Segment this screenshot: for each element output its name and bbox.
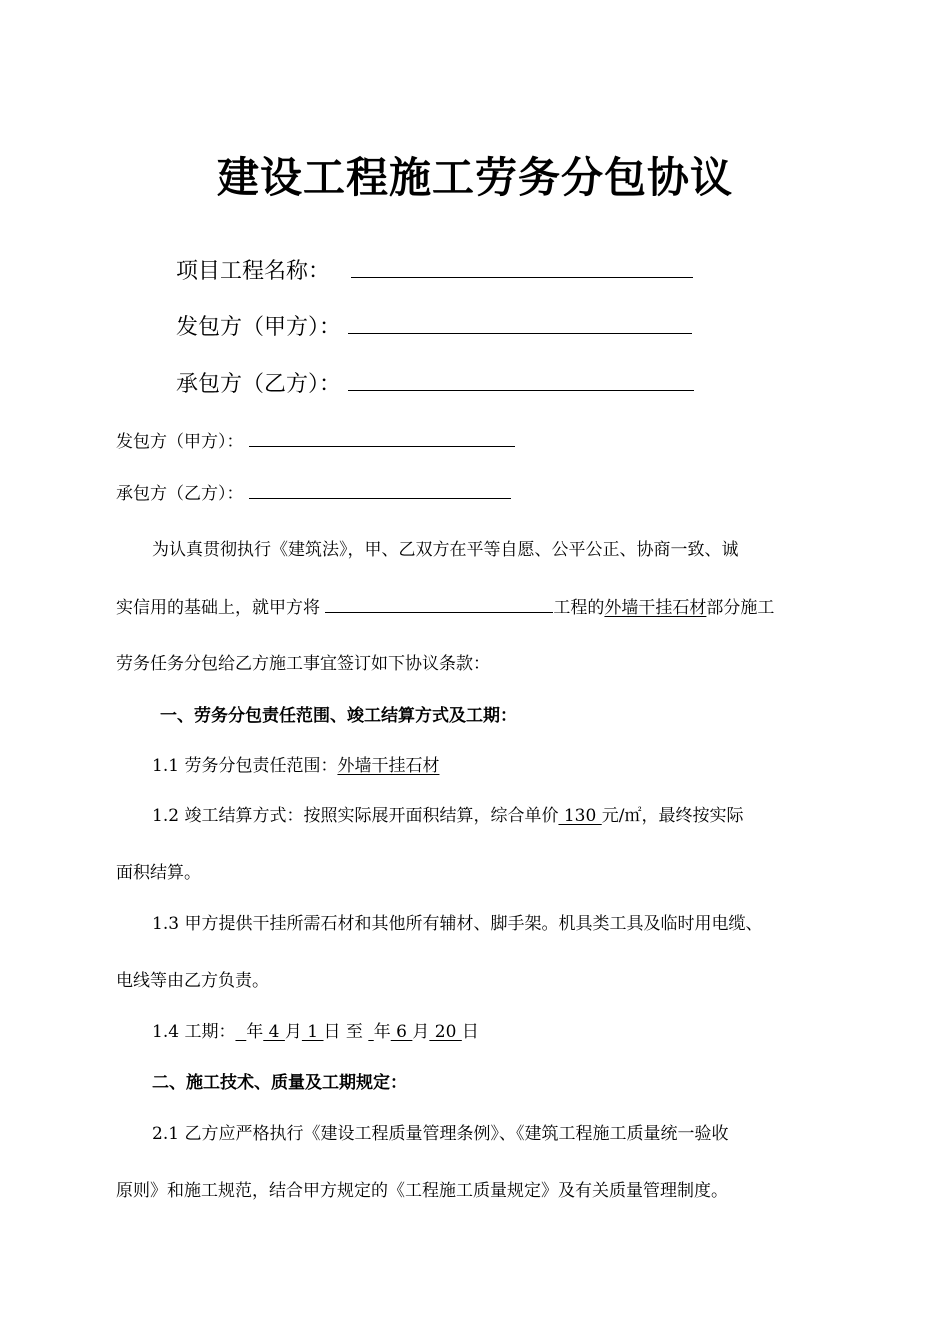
clause-1-2-prefix: 1.2 竣工结算方式：按照实际展开面积结算，综合单价 <box>152 806 559 826</box>
project-name-label: 项目工程名称： <box>176 259 331 284</box>
clause-1-1 <box>152 751 439 776</box>
end-day[interactable]: 20 <box>429 1022 462 1042</box>
intro-line-2 <box>116 592 774 618</box>
to-word: 至 <box>340 1022 369 1042</box>
clause-1-4 <box>152 1017 479 1042</box>
party-a-field <box>116 426 515 452</box>
party-a-blank[interactable] <box>249 426 515 447</box>
intro-line-2-prefix: 实信用的基础上，就甲方将 <box>116 598 326 618</box>
project-blank[interactable] <box>325 592 553 613</box>
cover-party-b-blank[interactable] <box>348 370 694 391</box>
end-month[interactable]: 6 <box>390 1022 413 1042</box>
clause-1-2-suffix: 元/㎡，最终按实际 <box>601 806 744 826</box>
clause-1-3-line-2: 电线等由乙方负责。 <box>116 971 269 991</box>
cover-party-a-field <box>176 310 692 341</box>
clause-2-1-line-1: 2.1 乙方应严格执行《建设工程质量管理条例》、《建筑工程施工质量统一验收 <box>152 1124 729 1144</box>
clause-1-3-line-1: 1.3 甲方提供干挂所需石材和其他所有辅材、脚手架。机具类工具及临时用电缆、 <box>152 914 763 934</box>
clause-1-4-label: 1.4 工期： <box>152 1022 236 1042</box>
start-month[interactable]: 4 <box>263 1022 285 1042</box>
section-1-heading: 一、劳务分包责任范围、竣工结算方式及工期： <box>160 706 517 726</box>
project-name-field <box>176 254 693 285</box>
start-day[interactable]: 1 <box>301 1022 324 1042</box>
party-b-label: 承包方（乙方）： <box>116 484 244 504</box>
section-2-heading: 二、施工技术、质量及工期规定： <box>152 1073 407 1093</box>
cover-party-a-blank[interactable] <box>348 313 692 334</box>
party-b-blank[interactable] <box>249 478 511 499</box>
month-word-1: 月 <box>284 1022 302 1042</box>
clause-1-1-value: 外墙干挂石材 <box>337 756 440 776</box>
start-year[interactable] <box>235 1022 246 1042</box>
cover-party-a-label: 发包方（甲方）： <box>176 315 342 340</box>
day-word-2: 日 <box>461 1022 479 1042</box>
document-title: 建设工程施工劳务分包协议 <box>216 153 733 202</box>
unit-price: 130 <box>558 806 602 826</box>
party-a-label: 发包方（甲方）： <box>116 432 244 452</box>
party-b-field <box>116 478 511 504</box>
month-word-2: 月 <box>412 1022 430 1042</box>
clause-2-1-line-2: 原则》和施工规范，结合甲方规定的《工程施工质量规定》及有关质量管理制度。 <box>116 1181 728 1201</box>
cover-party-b-label: 承包方（乙方）： <box>176 372 342 397</box>
project-name-blank[interactable] <box>351 257 693 278</box>
cover-party-b-field <box>176 367 694 398</box>
clause-1-2 <box>152 801 743 826</box>
intro-line-1: 为认真贯彻执行《建筑法》，甲、乙双方在平等自愿、公平公正、协商一致、诚 <box>152 540 739 560</box>
intro-line-2-middle: 工程的 <box>553 598 605 618</box>
intro-line-3: 劳务任务分包给乙方施工事宜签订如下协议条款： <box>116 654 490 674</box>
intro-scope: 外墙干挂石材 <box>604 598 707 618</box>
year-word-1: 年 <box>246 1022 264 1042</box>
year-word-2: 年 <box>373 1022 391 1042</box>
clause-1-1-label: 1.1 劳务分包责任范围： <box>152 756 338 776</box>
day-word-1: 日 <box>323 1022 341 1042</box>
clause-1-2-line-2: 面积结算。 <box>116 863 201 883</box>
intro-line-2-suffix: 部分施工 <box>706 598 775 618</box>
